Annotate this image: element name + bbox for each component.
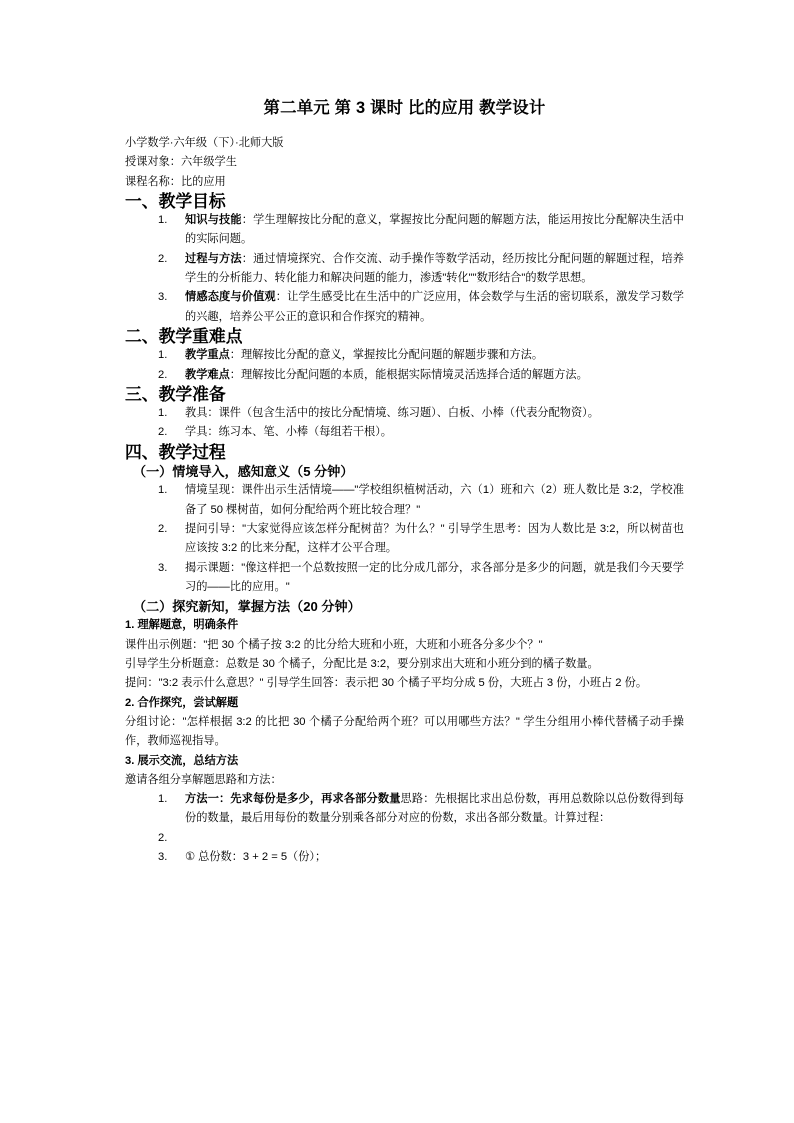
list-item-text: 揭示课题："像这样把一个总数按照一定的比分成几部分，求各部分是多少的问题，就是我们今天要学习的——比的应用。": [185, 561, 684, 593]
list-item-label: 知识与技能: [185, 214, 242, 227]
list-item: [125, 288, 684, 327]
subsection-heading-intro: （一）情境导入，感知意义（5 分钟）: [133, 464, 354, 480]
list-item: [125, 481, 684, 520]
objectives-list: [125, 211, 684, 327]
page-title: 第二单元 第 3 课时 比的应用 教学设计: [263, 99, 546, 117]
step-heading-cooperate: 2. 合作探究，尝试解题: [125, 696, 239, 709]
list-item: [125, 520, 684, 559]
list-item: [125, 423, 684, 442]
list-item-label: 过程与方法: [185, 252, 242, 265]
methods-list: [125, 790, 684, 867]
list-item: [125, 346, 684, 365]
list-item-text: ① 总份数：3 + 2 = 5（份）；: [185, 850, 327, 863]
paragraph-question-ratio: 提问："3:2 表示什么意思？" 引导学生回答：表示把 30 个橘子平均分成 5 份，大班占 3 份，小班占 2 份。: [125, 677, 648, 690]
paragraph-group-discussion: 分组讨论："怎样根据 3:2 的比把 30 个橘子分配给两个班？可以用哪些方法？" 学生分组用小棒代替橘子动手操作，教师巡视指导。: [125, 715, 684, 748]
step-heading-understand: 1. 理解题意，明确条件: [125, 619, 239, 632]
list-item-text: ：理解按比分配问题的本质，能根据实际情境灵活选择合适的解题方法。: [229, 368, 588, 381]
step-heading-present: 3. 展示交流，总结方法: [125, 754, 239, 767]
subsection-heading-explore: （二）探究新知，掌握方法（20 分钟）: [133, 599, 361, 615]
list-item-text: 思路：先根据比求出总份数，再用总数除以总份数得到每份的数量，最后用每份的数量分别乘各部分对应的份数，求出各部分数量。计算过程：: [185, 793, 684, 825]
key-points-list: [125, 346, 684, 385]
list-item: [125, 848, 684, 867]
section-heading-preparation: 三、教学准备: [125, 384, 226, 404]
list-item-label: 教学难点: [185, 368, 230, 381]
section-heading-key-points: 二、教学重难点: [125, 326, 243, 346]
paragraph-analyze: 引导学生分析题意：总数是 30 个橘子，分配比是 3:2，要分别求出大班和小班分到的橘子数量。: [125, 658, 599, 671]
meta-line-course: 课程名称：比的应用: [125, 175, 226, 188]
list-item-text: ：让学生感受比在生活中的广泛应用，体会数学与生活的密切联系，激发学习数学的兴趣，培养公平公正的意识和合作探究的精神。: [185, 291, 684, 323]
list-item: [125, 829, 684, 848]
list-item: [125, 366, 684, 385]
list-item-label: 教学重点: [185, 349, 230, 362]
list-item: [125, 211, 684, 250]
list-item: [125, 790, 684, 829]
list-item: [125, 404, 684, 423]
list-item-text: ：学生理解按比分配的意义，掌握按比分配问题的解题方法，能运用按比分配解决生活中的实际问题。: [185, 214, 684, 246]
list-item-text: 学具：练习本、笔、小棒（每组若干根）。: [185, 426, 392, 439]
list-item-label: 方法一：先求每份是多少，再求各部分数量: [185, 793, 401, 806]
paragraph-invite-share: 邀请各组分享解题思路和方法：: [125, 773, 282, 786]
section-heading-objectives: 一、教学目标: [125, 191, 226, 211]
list-item-text: 情境呈现：课件出示生活情境——"学校组织植树活动，六（1）班和六（2）班人数比是 3:2，学校准备了 50 棵树苗，如何分配给两个班比较合理？": [185, 484, 684, 516]
preparation-list: [125, 404, 684, 443]
list-item: [125, 250, 684, 289]
intro-steps-list: [125, 481, 684, 597]
list-item-label: 情感态度与价值观: [185, 291, 276, 304]
meta-line-audience: 授课对象：六年级学生: [125, 156, 237, 169]
section-heading-process: 四、教学过程: [125, 442, 226, 462]
list-item-text: ：理解按比分配的意义，掌握按比分配问题的解题步骤和方法。: [229, 349, 544, 362]
list-item-text: 教具：课件（包含生活中的按比分配情境、练习题）、白板、小棒（代表分配物资）。: [185, 407, 599, 420]
list-item-text: 提问引导："大家觉得应该怎样分配树苗？为什么？" 引导学生思考：因为人数比是 3:2，所以树苗也应该按 3:2 的比来分配，这样才公平合理。: [185, 522, 684, 555]
meta-line-textbook: 小学数学·六年级（下）·北师大版: [125, 137, 284, 149]
list-item: [125, 559, 684, 598]
paragraph-example-problem: 课件出示例题："把 30 个橘子按 3:2 的比分给大班和小班，大班和小班各分多少个？": [125, 638, 543, 651]
list-item-text: ：通过情境探究、合作交流、动手操作等数学活动，经历按比分配问题的解题过程，培养学生的分析能力、转化能力和解决问题的能力，渗透"转化""数形结合"的数学思想。: [185, 252, 684, 285]
